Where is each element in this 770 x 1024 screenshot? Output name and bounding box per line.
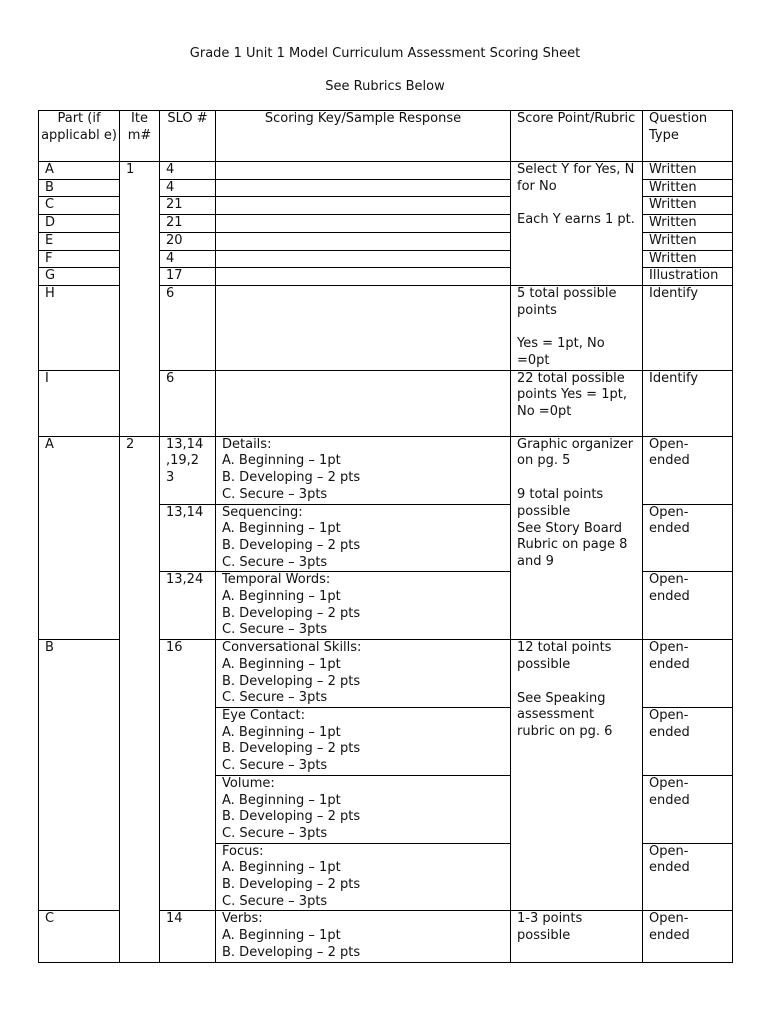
part-cell: B (39, 640, 120, 911)
score-text: 12 total points possible (517, 640, 612, 672)
skill-title: Details: (222, 436, 272, 452)
part-cell: F (39, 250, 120, 268)
slo-cell: 4 (160, 179, 216, 197)
question-type-cell: Open-ended (643, 911, 733, 962)
skill-title: Temporal Words: (222, 572, 331, 588)
header-question-type: Question Type (643, 111, 733, 162)
skill-title: Volume: (222, 775, 275, 791)
level-secure: C. Secure – 3pts (222, 554, 328, 570)
skill-title: Focus: (222, 843, 264, 859)
part-cell: D (39, 215, 120, 233)
level-beginning: A. Beginning – 1pt (222, 656, 341, 672)
skill-title: Conversational Skills: (222, 640, 362, 656)
level-developing: B. Developing – 2 pts (222, 944, 361, 960)
scoring-table (38, 110, 733, 963)
scoring-key-cell (216, 775, 511, 843)
header-scoring-key: Scoring Key/Sample Response (216, 111, 511, 162)
score-text: Yes = 1pt, No =0pt (517, 336, 605, 369)
question-type-cell: Written (643, 197, 733, 215)
slo-cell: 16 (160, 640, 216, 911)
scoring-key-cell (216, 197, 511, 215)
scoring-key-cell (216, 843, 511, 911)
scoring-key-cell (216, 179, 511, 197)
slo-cell: 6 (160, 370, 216, 436)
item-number: 1 (120, 162, 160, 437)
question-type-cell: Written (643, 179, 733, 197)
score-text: 5 total possible points (517, 285, 617, 318)
part-cell: I (39, 370, 120, 436)
score-rubric-cell (511, 285, 643, 370)
scoring-key-cell (216, 504, 511, 572)
slo-cell: 6 (160, 285, 216, 370)
slo-cell: 17 (160, 268, 216, 286)
scoring-key-cell (216, 285, 511, 370)
skill-title: Verbs: (222, 911, 263, 927)
level-secure: C. Secure – 3pts (222, 690, 328, 706)
level-developing: B. Developing – 2 pts (222, 673, 361, 689)
slo-cell: 13,14 (160, 504, 216, 572)
page-subtitle: See Rubrics Below (325, 79, 445, 94)
question-type-cell: Identify (643, 370, 733, 436)
level-beginning: A. Beginning – 1pt (222, 860, 341, 876)
score-rubric-cell: 1-3 points possible (511, 911, 643, 962)
question-type-cell: Open-ended (643, 843, 733, 911)
score-rubric-cell (511, 162, 643, 286)
question-type-cell: Open-ended (643, 640, 733, 708)
question-type-cell: Open-ended (643, 572, 733, 640)
level-developing: B. Developing – 2 pts (222, 537, 361, 553)
slo-cell: 21 (160, 215, 216, 233)
score-rubric-cell (511, 436, 643, 639)
question-type-cell: Illustration (643, 268, 733, 286)
level-beginning: A. Beginning – 1pt (222, 928, 341, 944)
item-number: 2 (120, 436, 160, 962)
question-type-cell: Open-ended (643, 707, 733, 775)
part-cell: C (39, 911, 120, 962)
slo-cell: 13,14 ,19,2 3 (160, 436, 216, 504)
level-developing: B. Developing – 2 pts (222, 877, 361, 893)
level-secure: C. Secure – 3pts (222, 622, 328, 638)
header-part: Part (if applicabl e) (39, 111, 120, 162)
slo-cell: 13,24 (160, 572, 216, 640)
level-beginning: A. Beginning – 1pt (222, 589, 341, 605)
scoring-key-cell (216, 232, 511, 250)
level-developing: B. Developing – 2 pts (222, 470, 361, 486)
table-row (39, 436, 733, 504)
score-text: Select Y for Yes, N for No (517, 162, 635, 194)
question-type-cell: Written (643, 232, 733, 250)
part-cell: G (39, 268, 120, 286)
score-rubric-cell (511, 640, 643, 911)
level-developing: B. Developing – 2 pts (222, 809, 361, 825)
scoring-key-cell (216, 436, 511, 504)
slo-cell: 4 (160, 250, 216, 268)
scoring-key-cell (216, 370, 511, 436)
scoring-key-cell (216, 162, 511, 180)
scoring-key-cell (216, 268, 511, 286)
part-cell: C (39, 197, 120, 215)
score-text: Each Y earns 1 pt. (517, 212, 635, 228)
scoring-key-cell (216, 707, 511, 775)
level-secure: C. Secure – 3pts (222, 758, 328, 774)
slo-cell: 4 (160, 162, 216, 180)
header-score: Score Point/Rubric (511, 111, 643, 162)
scoring-key-cell (216, 572, 511, 640)
slo-cell: 14 (160, 911, 216, 962)
level-secure: C. Secure – 3pts (222, 825, 328, 841)
skill-title: Eye Contact: (222, 707, 305, 723)
question-type-cell: Open-ended (643, 436, 733, 504)
question-type-cell: Open-ended (643, 775, 733, 843)
question-type-cell: Written (643, 250, 733, 268)
score-text: See Speaking assessment rubric on pg. 6 (517, 690, 613, 739)
score-text: See Story Board Rubric on page 8 and 9 (517, 520, 628, 569)
part-cell: A (39, 162, 120, 180)
slo-cell: 21 (160, 197, 216, 215)
score-text: Graphic organizer on pg. 5 (517, 436, 634, 469)
question-type-cell: Written (643, 162, 733, 180)
question-type-cell: Open-ended (643, 504, 733, 572)
scoring-key-cell (216, 911, 511, 962)
header-item: Ite m# (120, 111, 160, 162)
question-type-cell: Written (643, 215, 733, 233)
header-row (39, 111, 733, 162)
score-rubric-cell: 22 total possible points Yes = 1pt, No =0pt (511, 370, 643, 436)
level-beginning: A. Beginning – 1pt (222, 453, 341, 469)
level-secure: C. Secure – 3pts (222, 486, 328, 502)
skill-title: Sequencing: (222, 504, 303, 520)
level-beginning: A. Beginning – 1pt (222, 792, 341, 808)
slo-cell: 20 (160, 232, 216, 250)
scoring-key-cell (216, 215, 511, 233)
scoring-key-cell (216, 640, 511, 708)
level-developing: B. Developing – 2 pts (222, 605, 361, 621)
part-cell: A (39, 436, 120, 639)
score-text: 9 total points possible (517, 487, 604, 519)
part-cell: B (39, 179, 120, 197)
part-cell: E (39, 232, 120, 250)
level-beginning: A. Beginning – 1pt (222, 521, 341, 537)
level-secure: C. Secure – 3pts (222, 893, 328, 909)
scoring-key-cell (216, 250, 511, 268)
level-developing: B. Developing – 2 pts (222, 741, 361, 757)
part-cell: H (39, 285, 120, 370)
level-beginning: A. Beginning – 1pt (222, 724, 341, 740)
table-row (39, 162, 733, 180)
header-slo: SLO # (160, 111, 216, 162)
question-type-cell: Identify (643, 285, 733, 370)
page-title: Grade 1 Unit 1 Model Curriculum Assessment Scoring Sheet (189, 46, 581, 61)
